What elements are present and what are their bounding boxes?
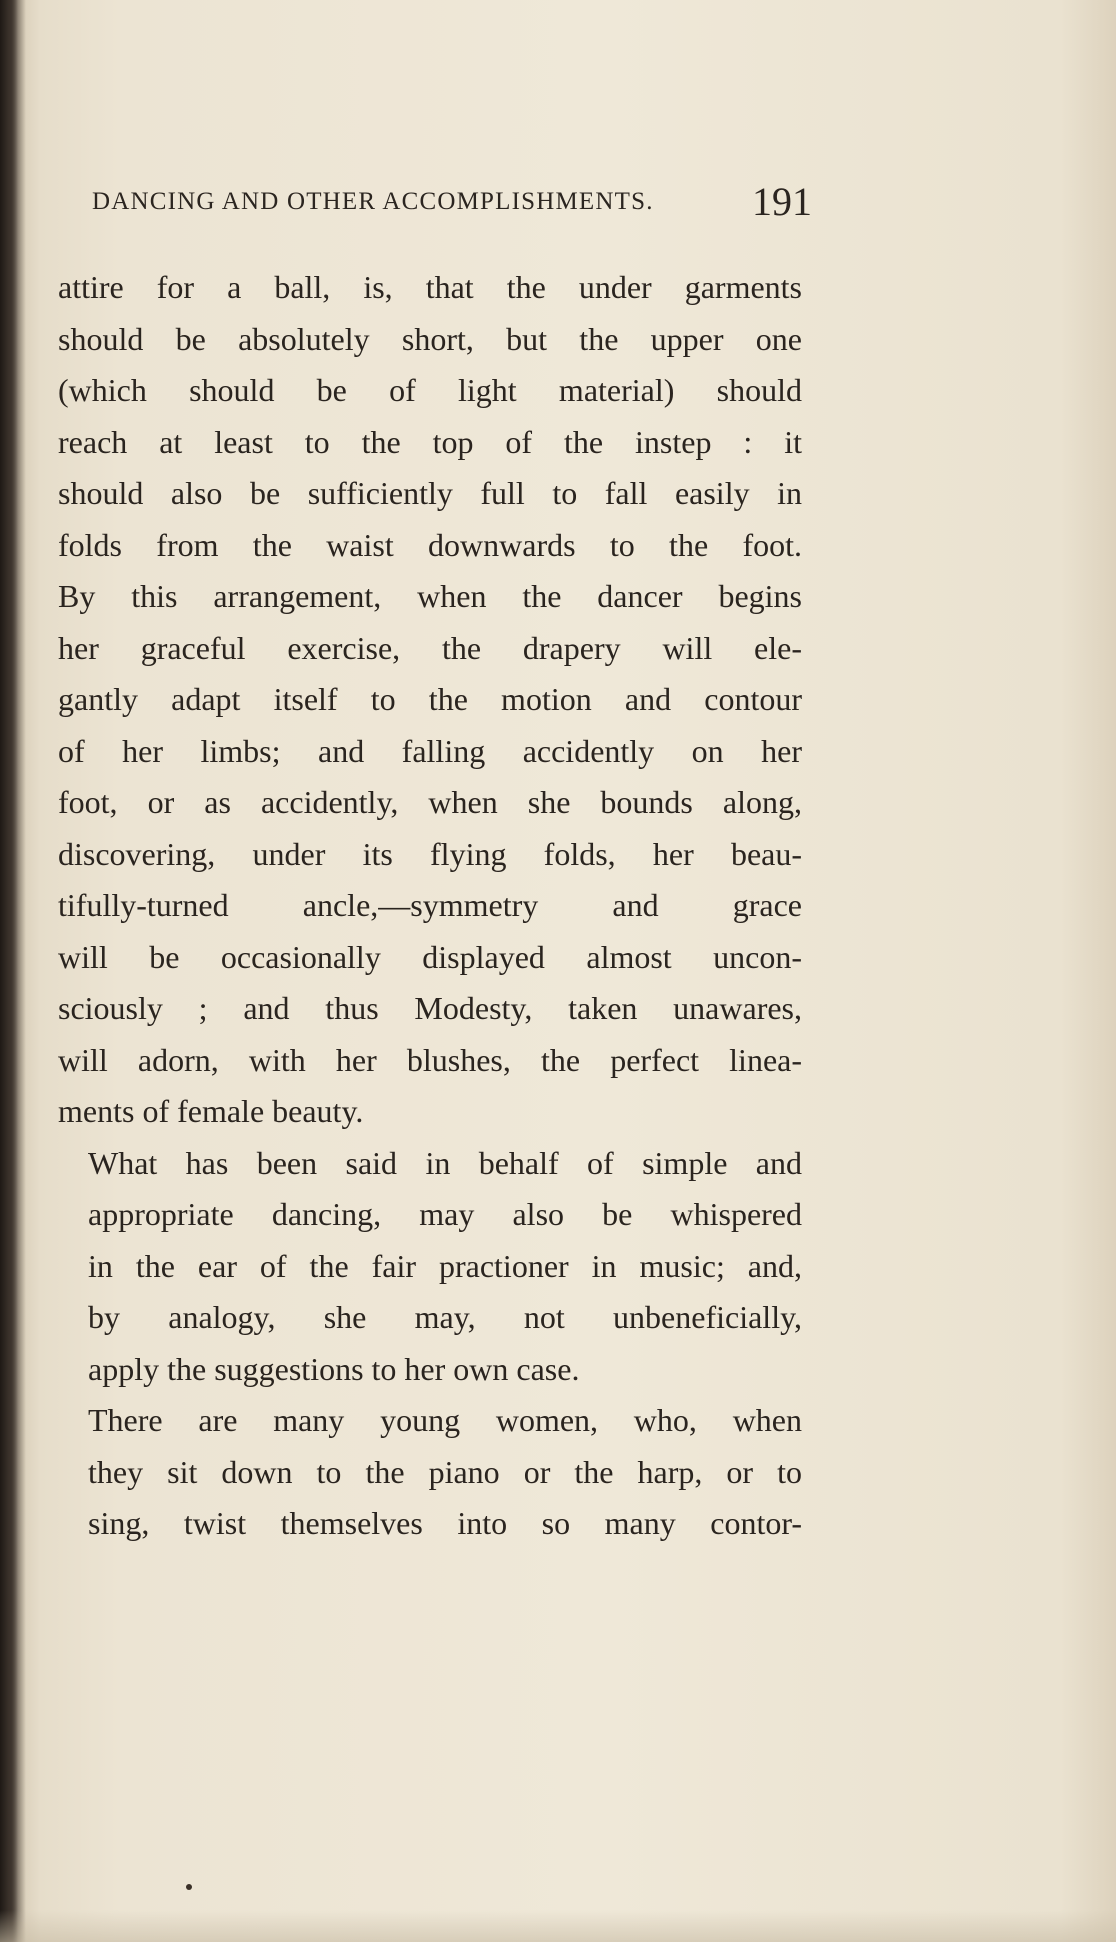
page-bottom-edge — [0, 1910, 1116, 1942]
text-line: apply the suggestions to her own case. — [88, 1350, 580, 1387]
text-line: should be absolutely short, but the upper one — [58, 320, 802, 357]
text-line: they sit down to the piano or the harp, or to — [88, 1453, 802, 1490]
text-line: attire for a ball, is, that the under garments — [58, 269, 802, 305]
text-line: folds from the waist downwards to the foot. — [58, 526, 802, 563]
text-line: ments of female beauty. — [58, 1093, 364, 1129]
paragraph-1 — [58, 262, 802, 1138]
ink-speck — [186, 1884, 192, 1890]
text-line: of her limbs; and falling accidently on her — [58, 732, 802, 769]
text-line: by analogy, she may, not unbeneficially, — [88, 1299, 802, 1335]
paragraph-2 — [58, 1138, 802, 1396]
text-line: gantly adapt itself to the motion and contour — [58, 681, 802, 717]
text-line: will be occasionally displayed almost uncon- — [58, 938, 802, 975]
text-line: foot, or as accidently, when she bounds along, — [58, 784, 802, 820]
text-line: What has been said in behalf of simple and — [88, 1144, 802, 1181]
text-line: in the ear of the fair practioner in music; and, — [88, 1247, 802, 1284]
text-line: discovering, under its flying folds, her beau- — [58, 835, 802, 872]
text-line: appropriate dancing, may also be whispered — [88, 1196, 802, 1232]
running-head-title: DANCING AND OTHER ACCOMPLISHMENTS. — [92, 188, 654, 215]
text-line: should also be sufficiently full to fall easily in — [58, 475, 802, 511]
text-line: her graceful exercise, the drapery will ele- — [58, 629, 802, 666]
paragraph-3 — [58, 1395, 802, 1550]
running-head — [92, 179, 812, 224]
page-number: 191 — [752, 179, 812, 224]
text-line: will adorn, with her blushes, the perfect linea- — [58, 1041, 802, 1078]
text-line: There are many young women, who, when — [88, 1402, 802, 1438]
text-line: tifully-turned ancle,—symmetry and grace — [58, 887, 802, 923]
text-line: sing, twist themselves into so many contor- — [88, 1505, 802, 1541]
text-line: sciously ; and thus Modesty, taken unawares, — [58, 990, 802, 1026]
text-line: By this arrangement, when the dancer begins — [58, 578, 802, 614]
text-line: (which should be of light material) should — [58, 372, 802, 408]
body-text — [58, 262, 802, 1550]
text-line: reach at least to the top of the instep : it — [58, 423, 802, 460]
spine-shadow — [0, 0, 26, 1942]
